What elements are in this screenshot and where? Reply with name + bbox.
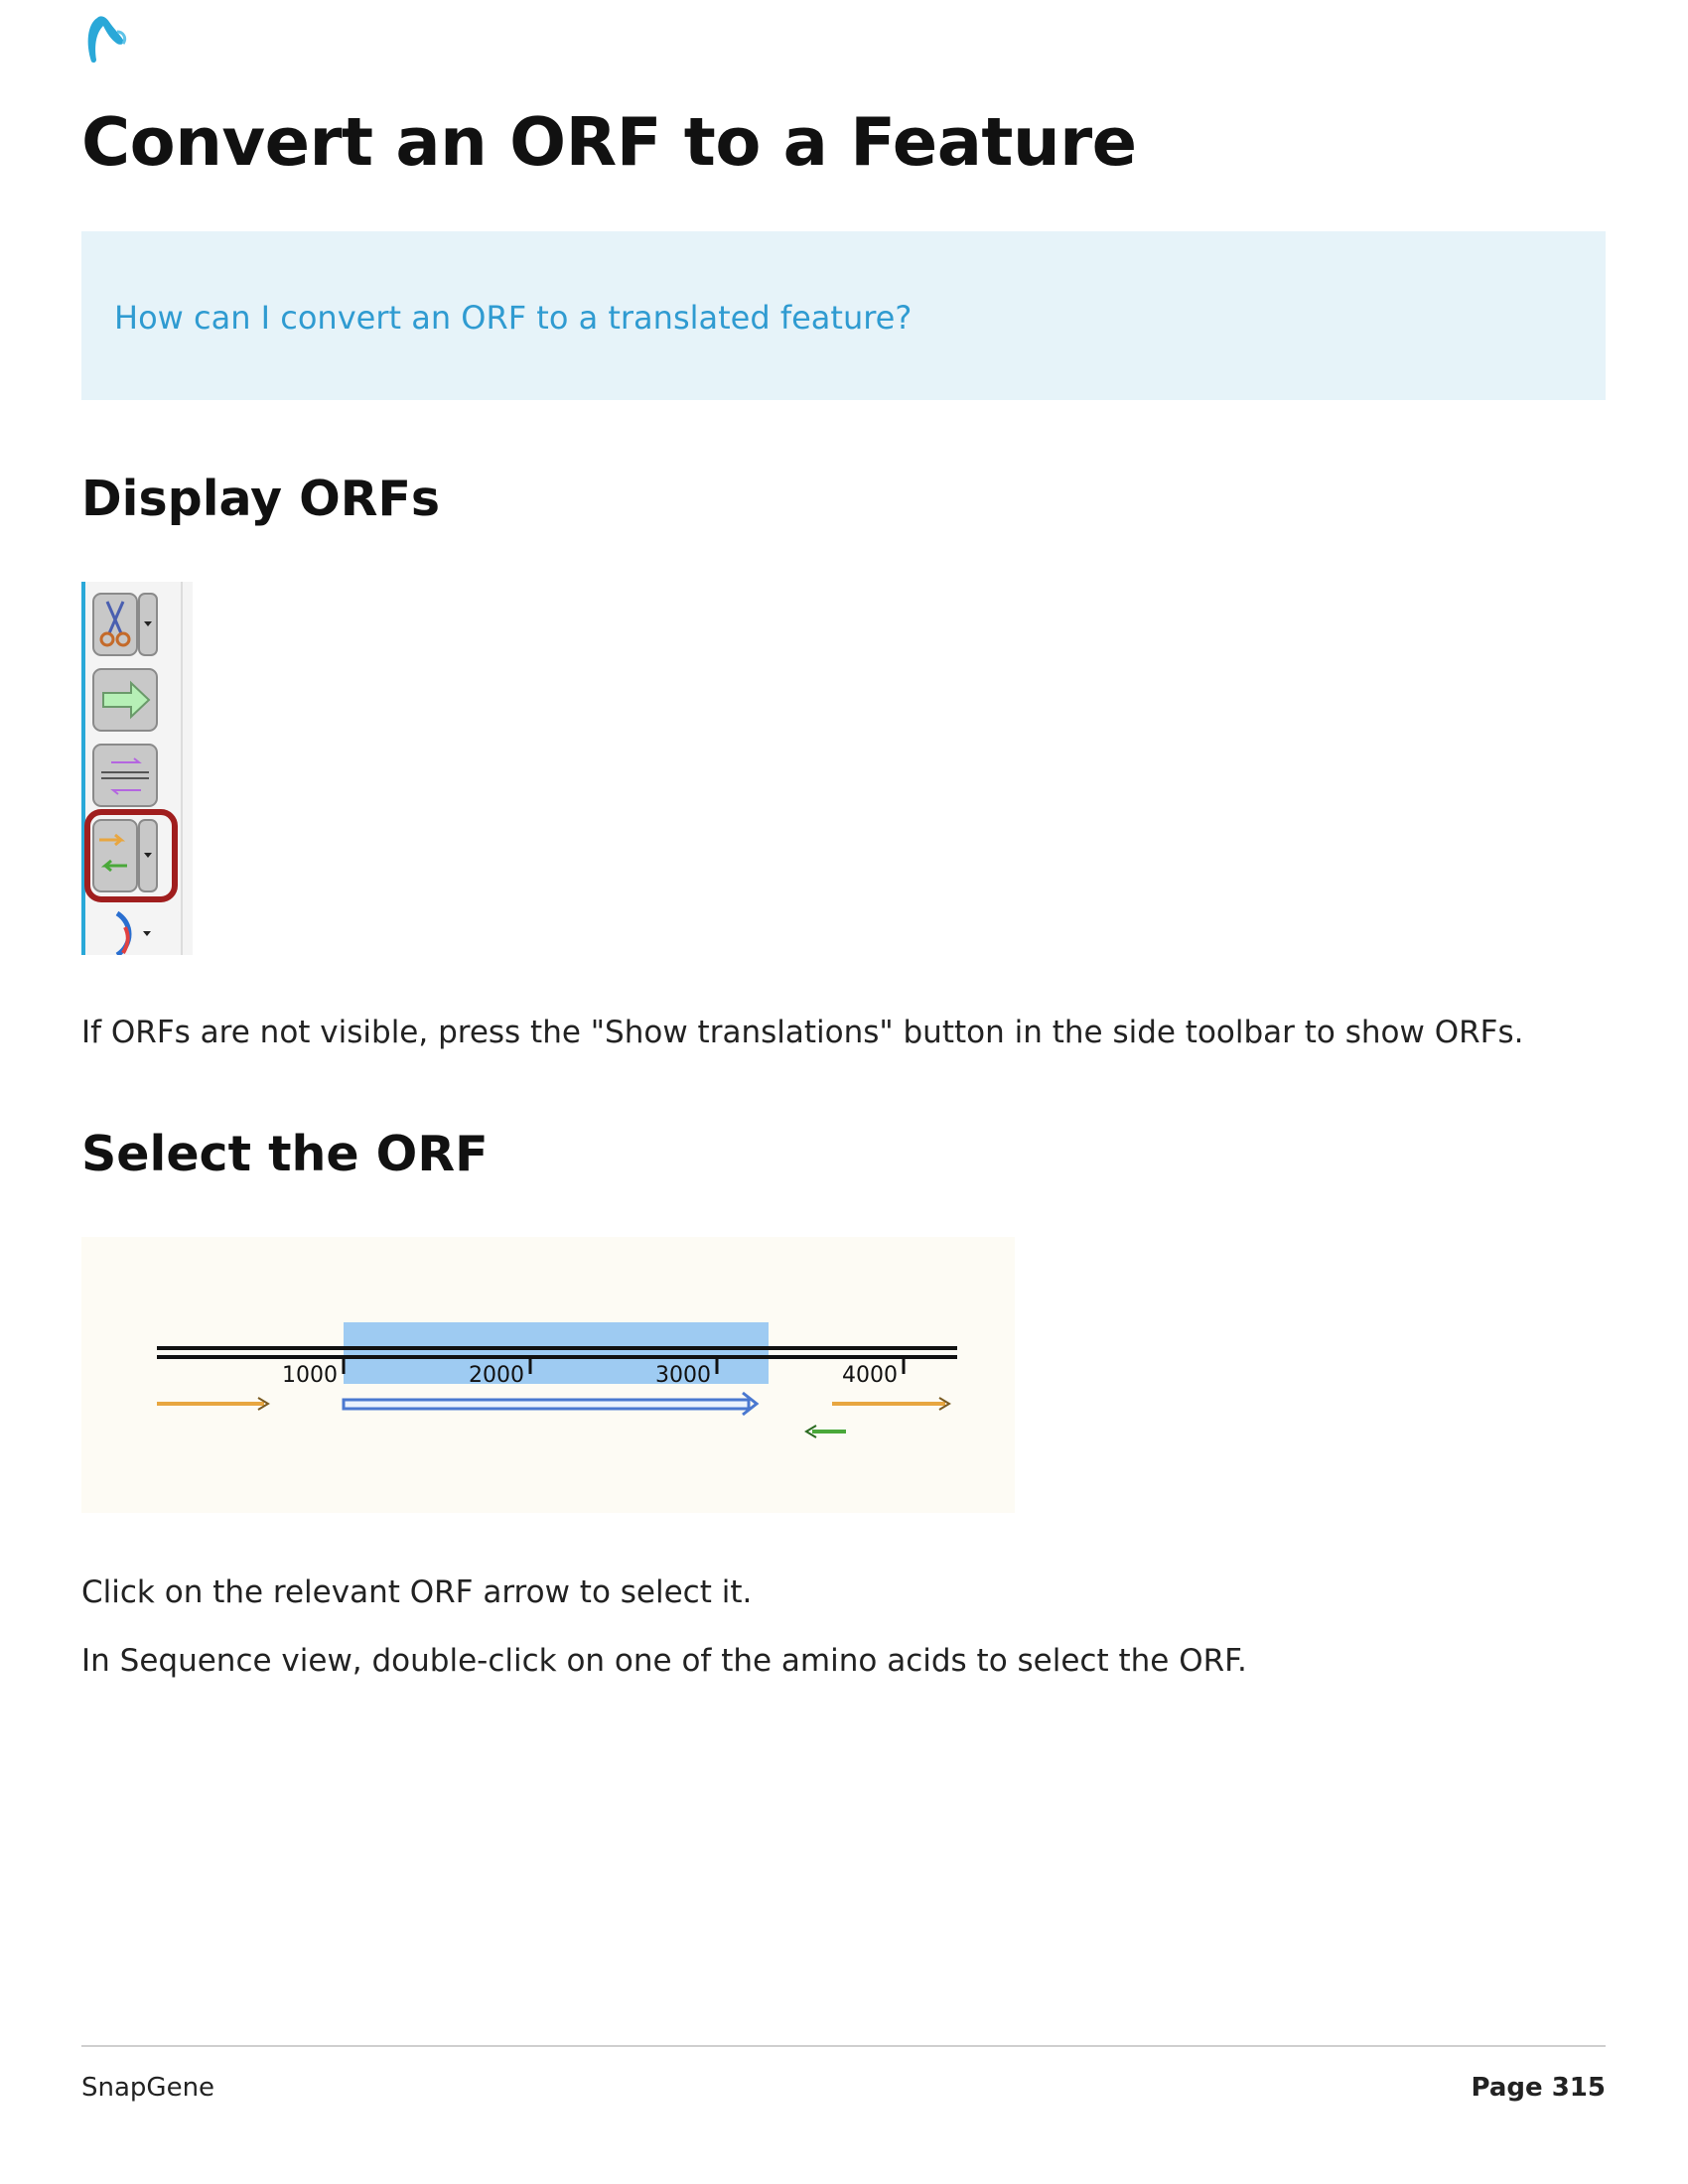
page-title: Convert an ORF to a Feature (81, 103, 1137, 181)
orf-arrow-reverse[interactable] (806, 1426, 846, 1437)
page-number: Page 315 (1471, 2073, 1606, 2103)
question-callout (81, 231, 1606, 400)
tick-label: 3000 (655, 1363, 711, 1388)
scissors-icon[interactable] (93, 594, 157, 655)
footer-brand: SnapGene (81, 2073, 215, 2103)
tick-label: 1000 (282, 1363, 338, 1388)
orf-arrow-1[interactable] (157, 1398, 268, 1410)
snapgene-logo-icon (83, 14, 133, 66)
translation-lines-icon[interactable] (93, 745, 157, 806)
side-toolbar-screenshot (81, 582, 193, 955)
section-heading-select-the-orf: Select the ORF (81, 1126, 489, 1182)
paragraph: In Sequence view, double-click on one of the amino acids to select the ORF. (81, 1643, 1247, 1679)
orf-arrow-3[interactable] (832, 1398, 949, 1410)
paragraph: If ORFs are not visible, press the "Show translations" button in the side toolbar to show ORFs. (81, 1015, 1524, 1050)
sequence-map-screenshot (81, 1237, 1015, 1513)
section-heading-display-orfs: Display ORFs (81, 471, 441, 527)
green-arrow-icon[interactable] (93, 669, 157, 731)
footer-divider (81, 2045, 1606, 2047)
question-link[interactable]: How can I convert an ORF to a translated feature? (114, 299, 913, 337)
tick-label: 2000 (469, 1363, 524, 1388)
paragraph: Click on the relevant ORF arrow to select it. (81, 1574, 753, 1610)
orf-arrow-selected[interactable] (344, 1393, 757, 1415)
tick-label: 4000 (842, 1363, 898, 1388)
